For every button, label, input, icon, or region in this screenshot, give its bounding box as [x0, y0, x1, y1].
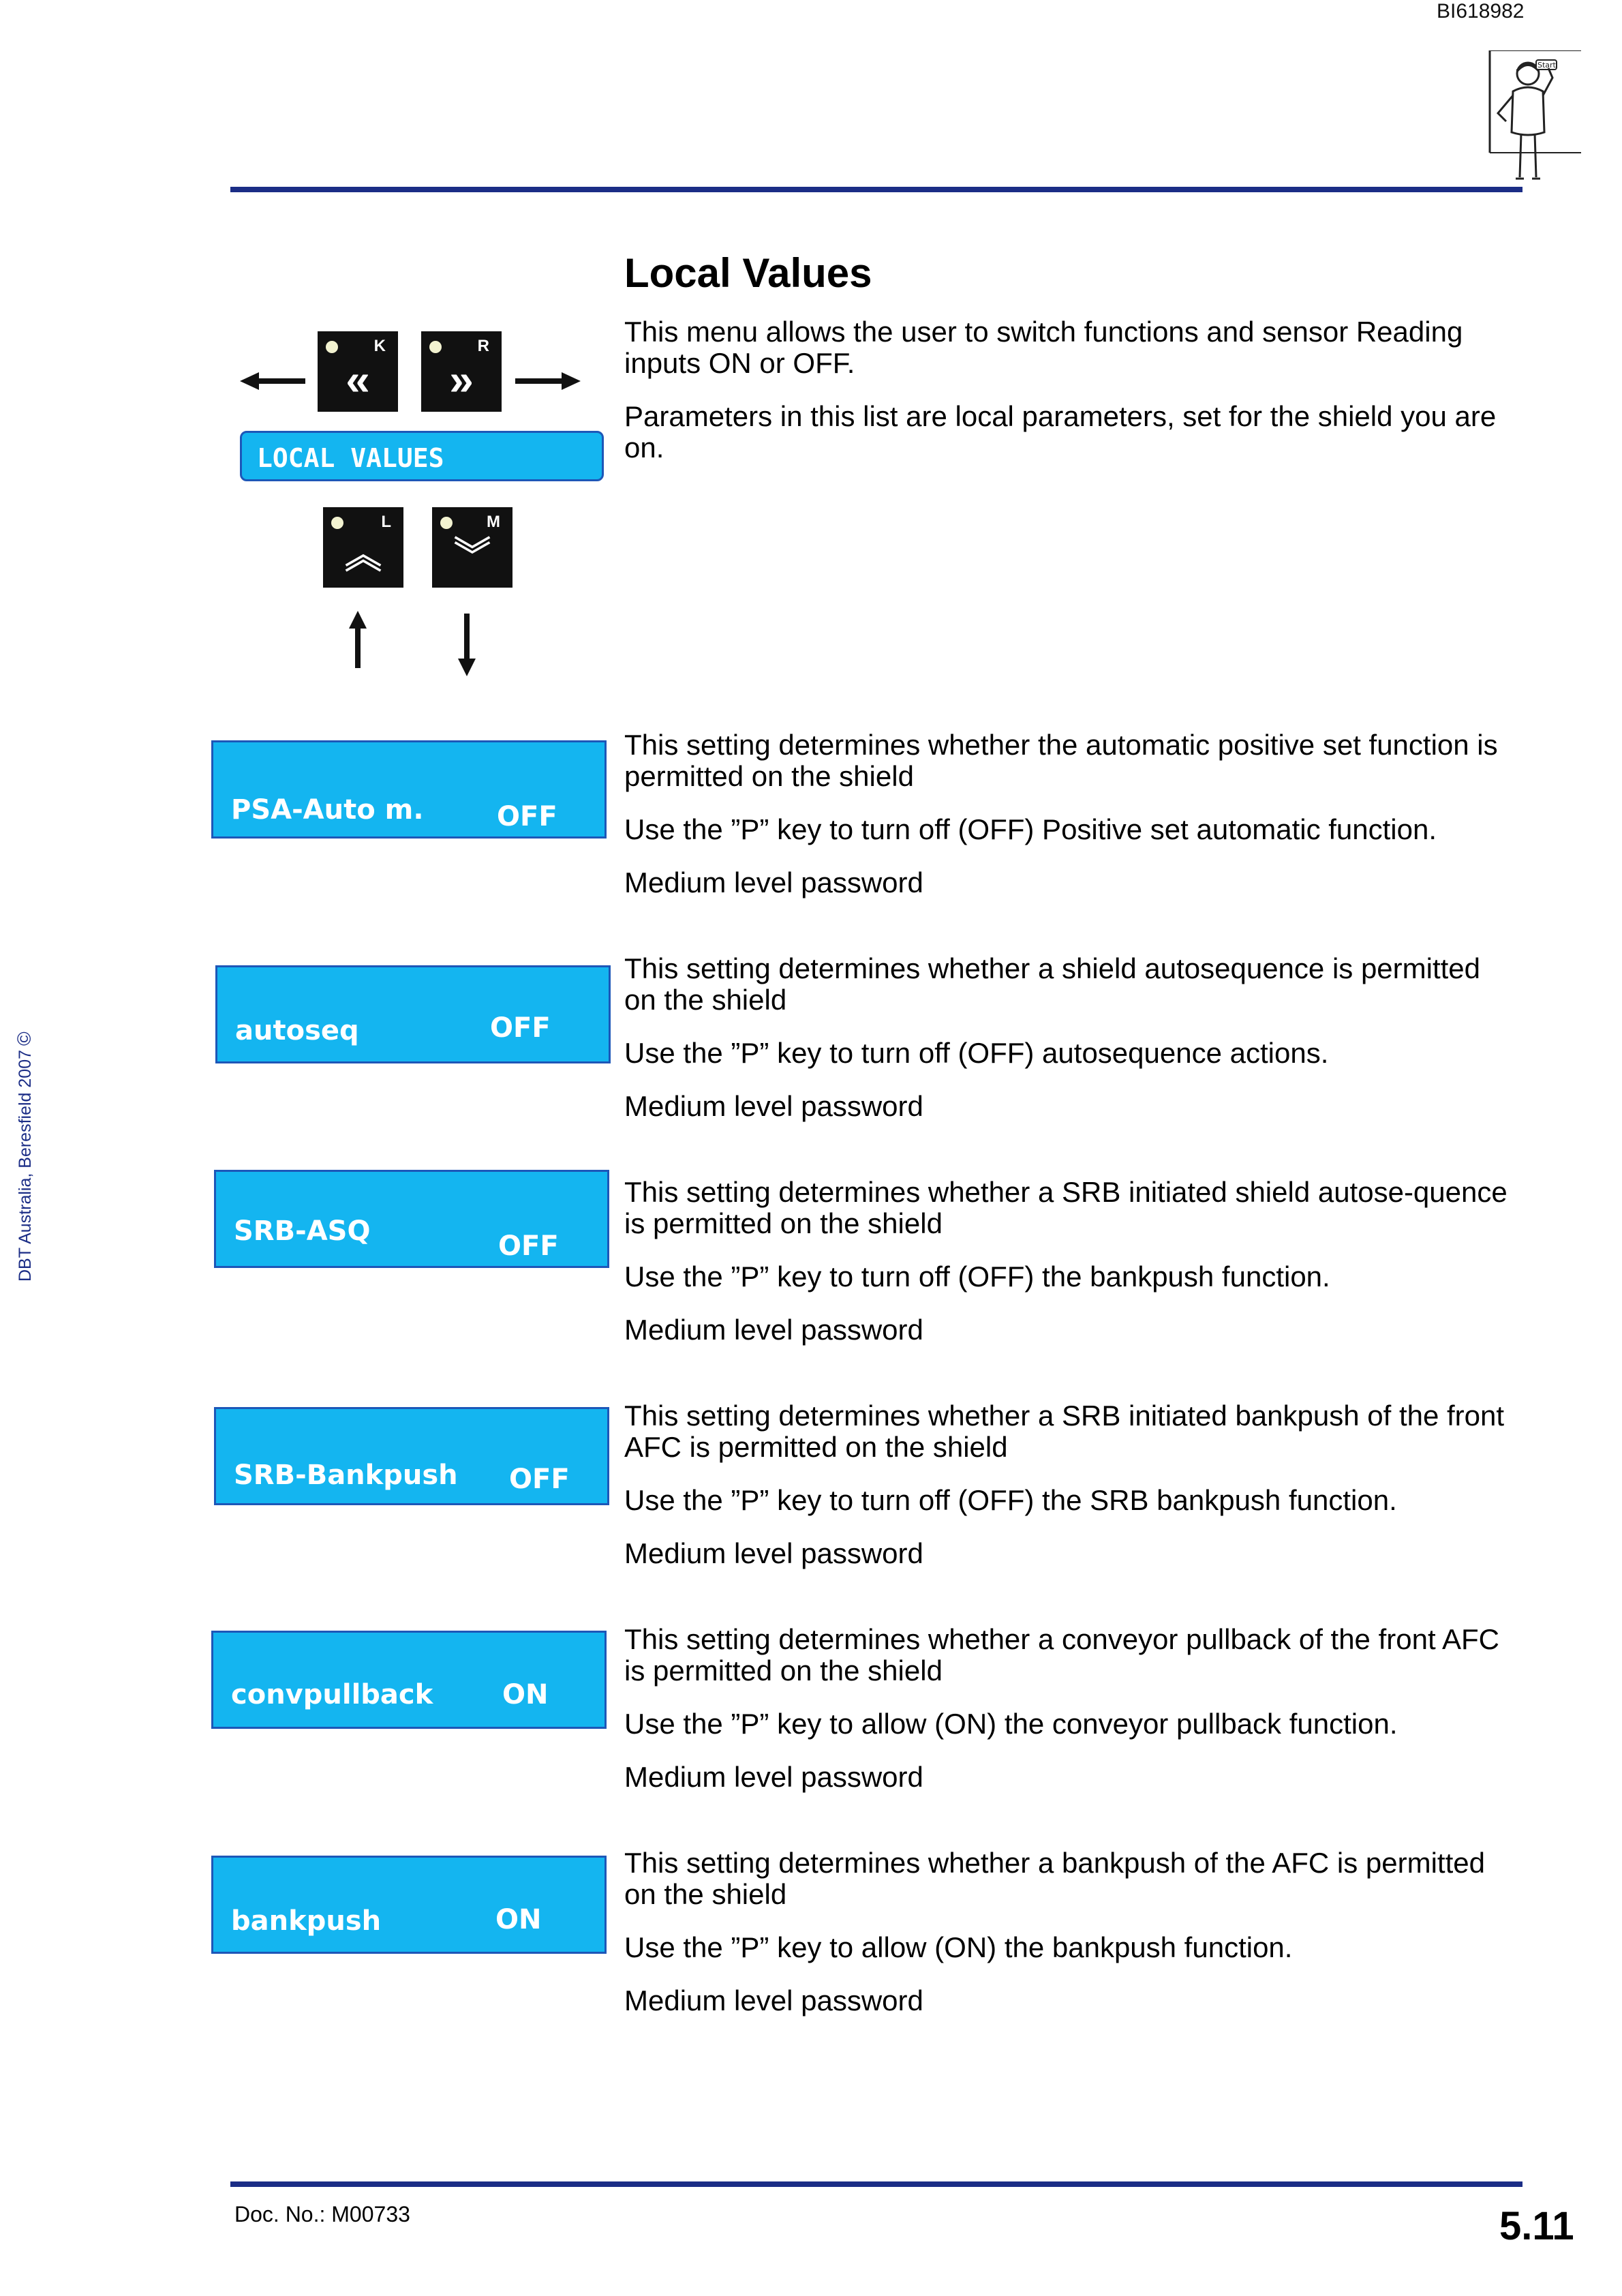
- setting-password: Medium level password: [624, 866, 923, 898]
- key-letter: K: [373, 337, 386, 355]
- srb-asq-display: [214, 1170, 609, 1268]
- double-chevron-left-icon: «: [346, 355, 370, 404]
- start-person-icon: [1486, 50, 1581, 187]
- arrow-right-icon: [512, 371, 581, 391]
- local-values-display: LOCAL VALUES: [240, 431, 604, 481]
- display-parameter-name: SRB-Bankpush: [234, 1460, 458, 1491]
- display-parameter-state: OFF: [497, 801, 557, 832]
- setting-instruction: Use the ”P” key to turn off (OFF) autosequence actions.: [624, 1037, 1329, 1069]
- header-rule: [230, 187, 1522, 192]
- copyright-note: [14, 777, 35, 1282]
- setting-description: This setting determines whether the automatic positive set function is permitted on the shield: [624, 729, 1498, 792]
- intro-paragraph-1: This menu allows the user to switch functions and sensor Reading inputs ON or OFF.: [624, 316, 1463, 379]
- setting-password: Medium level password: [624, 1090, 923, 1122]
- arrow-down-icon: [457, 614, 477, 676]
- display-parameter-state: OFF: [509, 1464, 570, 1495]
- display-parameter-state: OFF: [490, 1012, 551, 1044]
- psa-automatic-display: [211, 740, 607, 839]
- footer-rule: [230, 2181, 1522, 2187]
- setting-password: Medium level password: [624, 1984, 923, 2016]
- setting-instruction: Use the ”P” key to allow (ON) the conveyor pullback function.: [624, 1708, 1398, 1740]
- double-chevron-right-icon: »: [449, 355, 474, 404]
- document-number: Doc. No.: M00733: [234, 2202, 410, 2226]
- led-indicator: [326, 341, 338, 353]
- srb-bankpush-display: [214, 1407, 609, 1505]
- display-parameter-name: convpullback: [231, 1679, 433, 1710]
- setting-instruction: Use the ”P” key to turn off (OFF) the SRB bankpush function.: [624, 1484, 1397, 1516]
- setting-description: This setting determines whether a shield autosequence is permitted on the shield: [624, 952, 1481, 1016]
- intro-paragraph-2: Parameters in this list are local parameters, set for the shield you are on.: [624, 400, 1497, 464]
- key-letter: L: [381, 513, 391, 531]
- start-icon-label: Start: [1537, 61, 1556, 70]
- setting-password: Medium level password: [624, 1761, 923, 1793]
- setting-description: This setting determines whether a SRB initiated bankpush of the front AFC is permitted on the shield: [624, 1400, 1505, 1463]
- page-number: 5.11: [1499, 2204, 1574, 2248]
- document-id: BI618982: [1437, 0, 1525, 22]
- setting-description: This setting determines whether a bankpush of the AFC is permitted on the shield: [624, 1847, 1485, 1910]
- setting-instruction: Use the ”P” key to allow (ON) the bankpush function.: [624, 1931, 1293, 1963]
- key-l-button[interactable]: [323, 507, 403, 588]
- setting-instruction: Use the ”P” key to turn off (OFF) the bankpush function.: [624, 1260, 1330, 1293]
- display-parameter-state: OFF: [498, 1230, 559, 1262]
- arrow-left-icon: [240, 371, 308, 391]
- setting-description: This setting determines whether a conveyor pullback of the front AFC is permitted on the shield: [624, 1623, 1499, 1687]
- key-letter: R: [477, 337, 489, 355]
- setting-description: This setting determines whether a SRB initiated shield autose-quence is permitted on the shield: [624, 1176, 1508, 1239]
- key-m-button[interactable]: [432, 507, 512, 588]
- convpullback-display: [211, 1631, 607, 1729]
- double-chevron-up-icon: ︽: [345, 535, 382, 576]
- key-k-button[interactable]: [318, 331, 398, 412]
- arrow-up-icon: [348, 611, 368, 668]
- key-letter: M: [487, 513, 500, 531]
- setting-password: Medium level password: [624, 1314, 923, 1346]
- led-indicator: [429, 341, 442, 353]
- setting-instruction: Use the ”P” key to turn off (OFF) Positive set automatic function.: [624, 813, 1437, 845]
- display-parameter-name: SRB-ASQ: [234, 1215, 371, 1247]
- display-parameter-state: ON: [502, 1679, 549, 1710]
- display-parameter-name: autoseq: [235, 1015, 359, 1046]
- bankpush-display: [211, 1856, 607, 1954]
- led-indicator: [440, 517, 453, 529]
- autoseq-display: [215, 965, 611, 1063]
- led-indicator: [331, 517, 343, 529]
- display-parameter-state: ON: [495, 1904, 542, 1935]
- display-parameter-name: bankpush: [231, 1905, 382, 1937]
- page-title: Local Values: [624, 250, 872, 296]
- copyright-text: DBT Australia, Beresfield 2007: [16, 1049, 35, 1282]
- double-chevron-down-icon: ︾: [454, 535, 491, 576]
- key-r-button[interactable]: [421, 331, 502, 412]
- display-parameter-name: PSA-Auto m.: [231, 794, 424, 826]
- setting-password: Medium level password: [624, 1537, 923, 1569]
- copyright-symbol: ©: [14, 1031, 35, 1046]
